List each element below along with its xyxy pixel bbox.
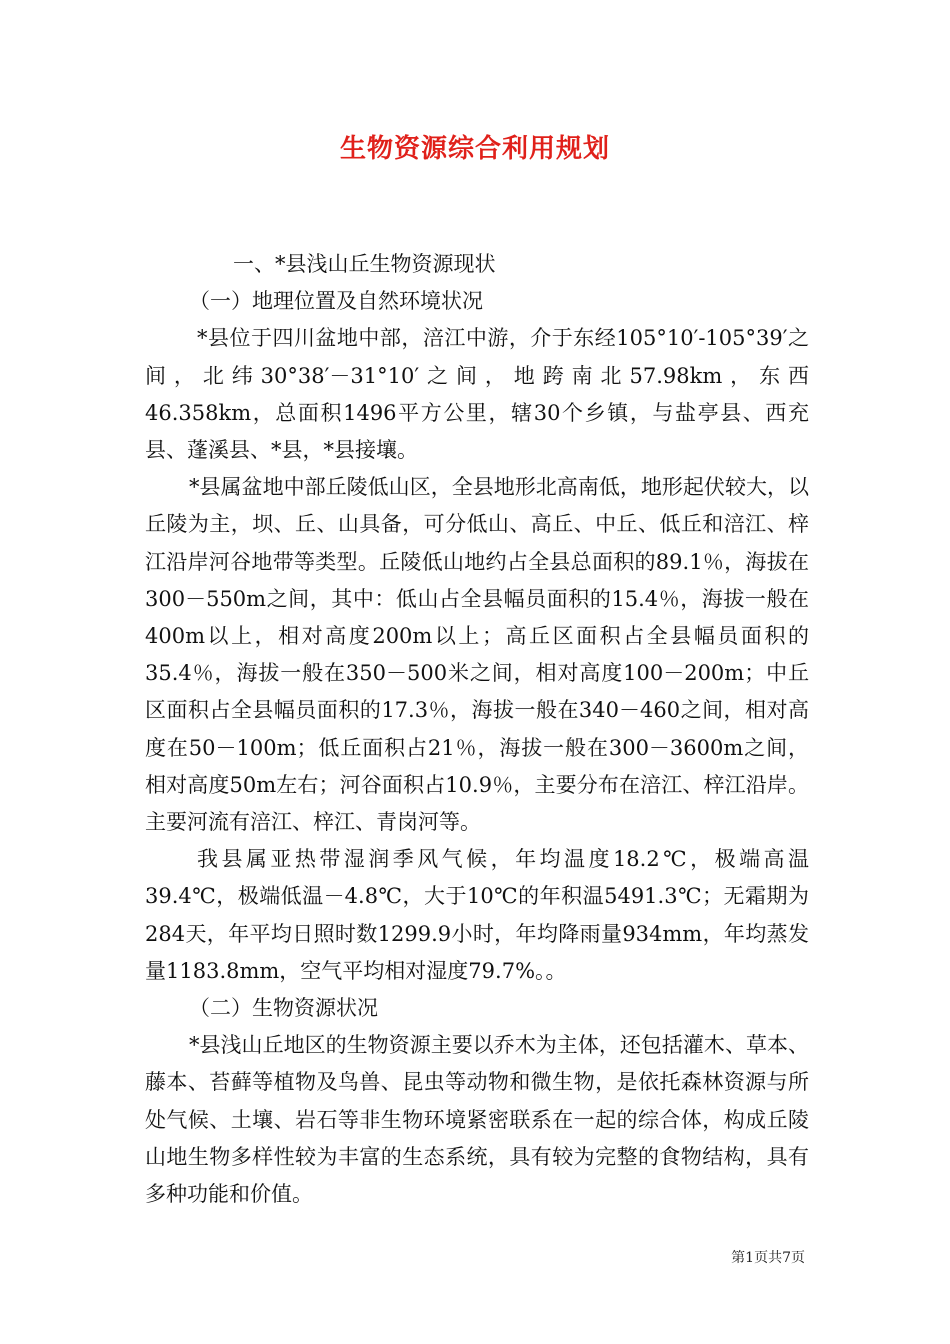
body-paragraph: *县位于四川盆地中部，涪江中游，介于东经105°10′-105°39′之间，北纬30°38′－31°10′之间，地跨南北57.98km，东西46.358km，总面积1496平方公里，辖30个乡镇，与盐亭县、西充县、蓬溪县、*县，*县接壤。 — [145, 326, 809, 463]
section-heading: 一、*县浅山丘生物资源现状 — [233, 252, 496, 276]
body-paragraph: 我县属亚热带湿润季风气候，年均温度18.2℃，极端高温39.4℃，极端低温－4.8℃，大于10℃的年积温5491.3℃；无霜期为284天，年平均日照时数1299.9小时，年均降雨量934mm，年均蒸发量1183.8mm，空气平均相对湿度79.7%。。 — [145, 847, 809, 983]
document-title: 生物资源综合利用规划 — [339, 134, 610, 164]
body-paragraph: *县浅山丘地区的生物资源主要以乔木为主体，还包括灌木、草本、藤本、苔藓等植物及鸟兽、昆虫等动物和微生物，是依托森林资源与所处气候、土壤、岩石等非生物环境紧密联系在一起的综合体，构成丘陵山地生物多样性较为丰富的生态系统，具有较为完整的食物结构，具有多种功能和价值。 — [145, 1033, 809, 1207]
subsection-heading: （一）地理位置及自然环境状况 — [189, 289, 483, 314]
document-body — [145, 246, 809, 1213]
body-paragraph: *县属盆地中部丘陵低山区，全县地形北高南低，地形起伏较大，以丘陵为主，坝、丘、山具备，可分低山、高丘、中丘、低丘和涪江、梓江沿岸河谷地带等类型。丘陵低山地约占全县总面积的89.1％，海拔在300－550m之间，其中：低山占全县幅员面积的15.4％，海拔一般在400m以上，相对高度200m以上；高丘区面积占全县幅员面积的35.4％，海拔一般在350－500米之间，相对高度100－200m；中丘区面积占全县幅员面积的17.3％，海拔一般在340－460之间，相对高度在50－100m；低丘面积占21％，海拔一般在300－3600m之间，相对高度50m左右；河谷面积占10.9％，主要分布在涪江、梓江沿岸。主要河流有涪江、梓江、青岗河等。 — [145, 475, 809, 835]
page-number: 第1页共7页 — [731, 1250, 805, 1266]
subsection-heading: （二）生物资源状况 — [189, 996, 378, 1021]
